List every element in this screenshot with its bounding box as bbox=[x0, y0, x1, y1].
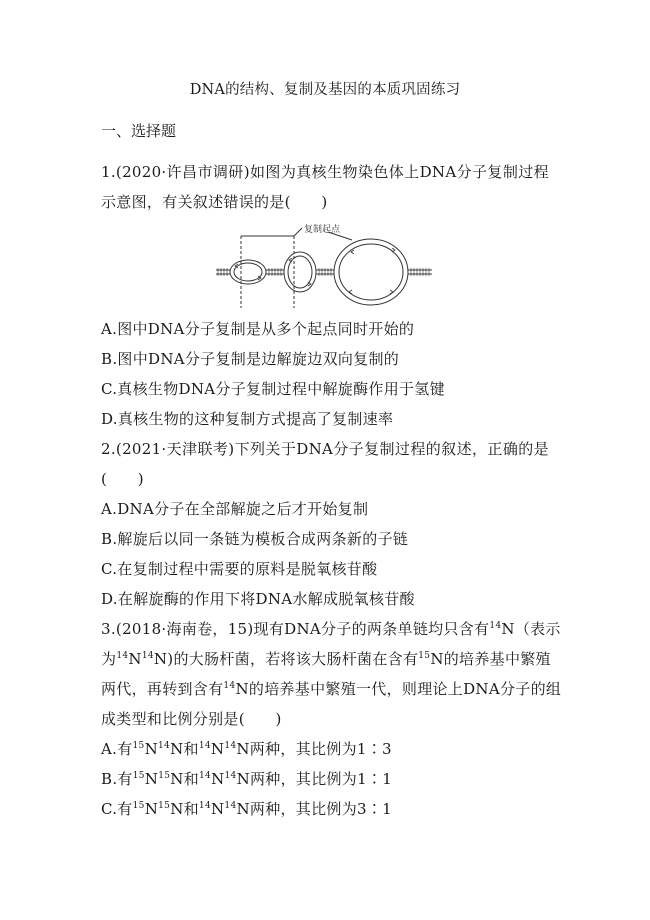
q3-stem-line2: 为$^{14}N^{14}N$)的大肠杆菌，若将该大肠杆菌在含有$^{15}$N的培养基中繁殖 bbox=[101, 650, 551, 668]
q3-stem-line4: 成类型和比例分别是( ) bbox=[101, 710, 282, 728]
q1-option-a: A.图中DNA分子复制是从多个起点同时开始的 bbox=[101, 320, 415, 338]
section-heading: 一、选择题 bbox=[101, 122, 177, 140]
q3-option-b: B.有$^{15}N^{15}N$和$^{14}N^{14}N$两种，其比例为1∶1 bbox=[101, 770, 393, 788]
q2-option-b: B.解旋后以同一条链为模板合成两条新的子链 bbox=[101, 530, 409, 548]
page-title: DNA的结构、复制及基因的本质巩固练习 bbox=[189, 82, 461, 98]
q1-stem-line1: 1.(2020·许昌市调研)如图为真核生物染色体上DNA分子复制过程 bbox=[101, 163, 549, 181]
replication-bubble-1 bbox=[230, 260, 266, 284]
q2-stem-line1: 2.(2021·天津联考)下列关于DNA分子复制过程的叙述，正确的是 bbox=[101, 440, 549, 458]
dna-replication-figure bbox=[214, 218, 436, 308]
q1-stem-line2: 示意图，有关叙述错误的是( ) bbox=[101, 193, 328, 211]
q3-option-a: A.有$^{15}N^{14}N$和$^{14}N^{14}N$两种，其比例为1∶3 bbox=[101, 740, 392, 758]
replication-origin-label: 复制起点 bbox=[304, 225, 341, 235]
q2-option-c: C.在复制过程中需要的原料是脱氧核苷酸 bbox=[101, 560, 378, 578]
q1-option-b: B.图中DNA分子复制是边解旋边双向复制的 bbox=[101, 350, 400, 368]
q1-option-c: C.真核生物DNA分子复制过程中解旋酶作用于氢键 bbox=[101, 380, 445, 398]
q2-stem-line2: ( ) bbox=[101, 470, 144, 488]
replication-bubble-2 bbox=[284, 252, 316, 292]
q3-stem-line3: 两代，再转到含有$^{14}$N的培养基中繁殖一代，则理论上DNA分子的组 bbox=[101, 680, 562, 698]
q1-option-d: D.真核生物的这种复制方式提高了复制速率 bbox=[101, 410, 394, 428]
q3-stem-line1: 3.(2018·海南卷，15)现有DNA分子的两条单链均只含有$^{14}$N（表示 bbox=[101, 620, 561, 638]
q3-option-c: C.有$^{15}N^{15}N$和$^{14}N^{14}N$两种，其比例为3∶1 bbox=[101, 800, 392, 818]
q2-option-a: A.DNA分子在全部解旋之后才开始复制 bbox=[101, 500, 369, 518]
replication-bubble-3 bbox=[334, 239, 408, 305]
q2-option-d: D.在解旋酶的作用下将DNA水解成脱氧核苷酸 bbox=[101, 590, 415, 608]
